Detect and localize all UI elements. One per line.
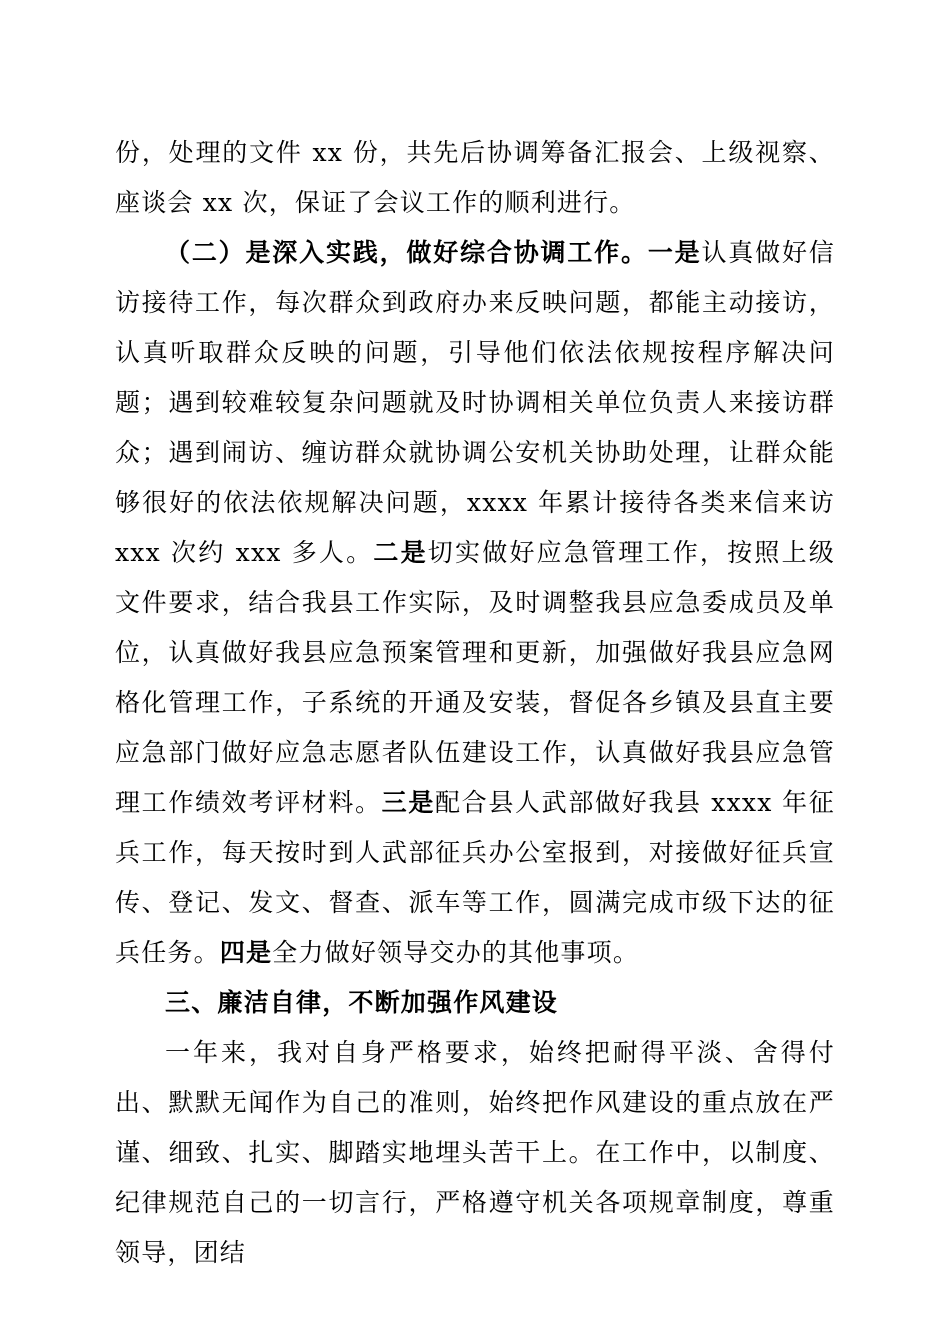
- item-marker-1: 一是: [647, 238, 702, 267]
- body-text: [115, 128, 835, 1278]
- paragraph-text: 份，处理的文件 xx 份，共先后协调筹备汇报会、上级视察、座谈会 xx 次，保证了会议工作的顺利进行。: [115, 138, 835, 217]
- item-text-1: 认真做好信访接待工作，每次群众到政府办来反映问题，都能主动接访，认真听取群众反映的问题，引导他们依法依规按程序解决问题；遇到较难较复杂问题就及时协调相关单位负责人来接访群众；遇到闹访、缠访群众就协调公安机关协助处理，让群众能够很好的依法依规解决问题，xxxx 年累计接待各类来信来访 xxx 次约 xxx 多人。: [115, 238, 835, 567]
- item-marker-4: 四是: [219, 938, 273, 967]
- paragraph-continuation: [115, 128, 835, 228]
- item-marker-2: 二是: [373, 538, 428, 567]
- paragraph-text: 一年来，我对自身严格要求，始终把耐得平淡、舍得付出、默默无闻作为自己的准则，始终把作风建设的重点放在严谨、细致、扎实、脚踏实地埋头苦干上。在工作中，以制度、纪律规范自己的一切言行，严格遵守机关各项规章制度，尊重领导，团结: [115, 1038, 835, 1267]
- paragraph-coordination-work: [115, 228, 835, 978]
- item-text-3: 配合县人武部做好我县 xxxx 年征兵工作，每天按时到人武部征兵办公室报到，对接做好征兵宣传、登记、发文、督查、派车等工作，圆满完成市级下达的征兵任务。: [115, 788, 835, 967]
- paragraph-self-discipline: [115, 1028, 835, 1278]
- section-heading-3: 三、廉洁自律，不断加强作风建设: [165, 988, 559, 1017]
- item-marker-3: 三是: [381, 788, 436, 817]
- item-text-4: 全力做好领导交办的其他事项。: [272, 938, 640, 967]
- paragraph-lead-bold: （二）是深入实践，做好综合协调工作。: [165, 238, 648, 267]
- item-text-2: 切实做好应急管理工作，按照上级文件要求，结合我县工作实际，及时调整我县应急委成员及单位，认真做好我县应急预案管理和更新，加强做好我县应急网格化管理工作，子系统的开通及安装，督促各乡镇及县直主要应急部门做好应急志愿者队伍建设工作，认真做好我县应急管理工作绩效考评材料。: [115, 538, 835, 817]
